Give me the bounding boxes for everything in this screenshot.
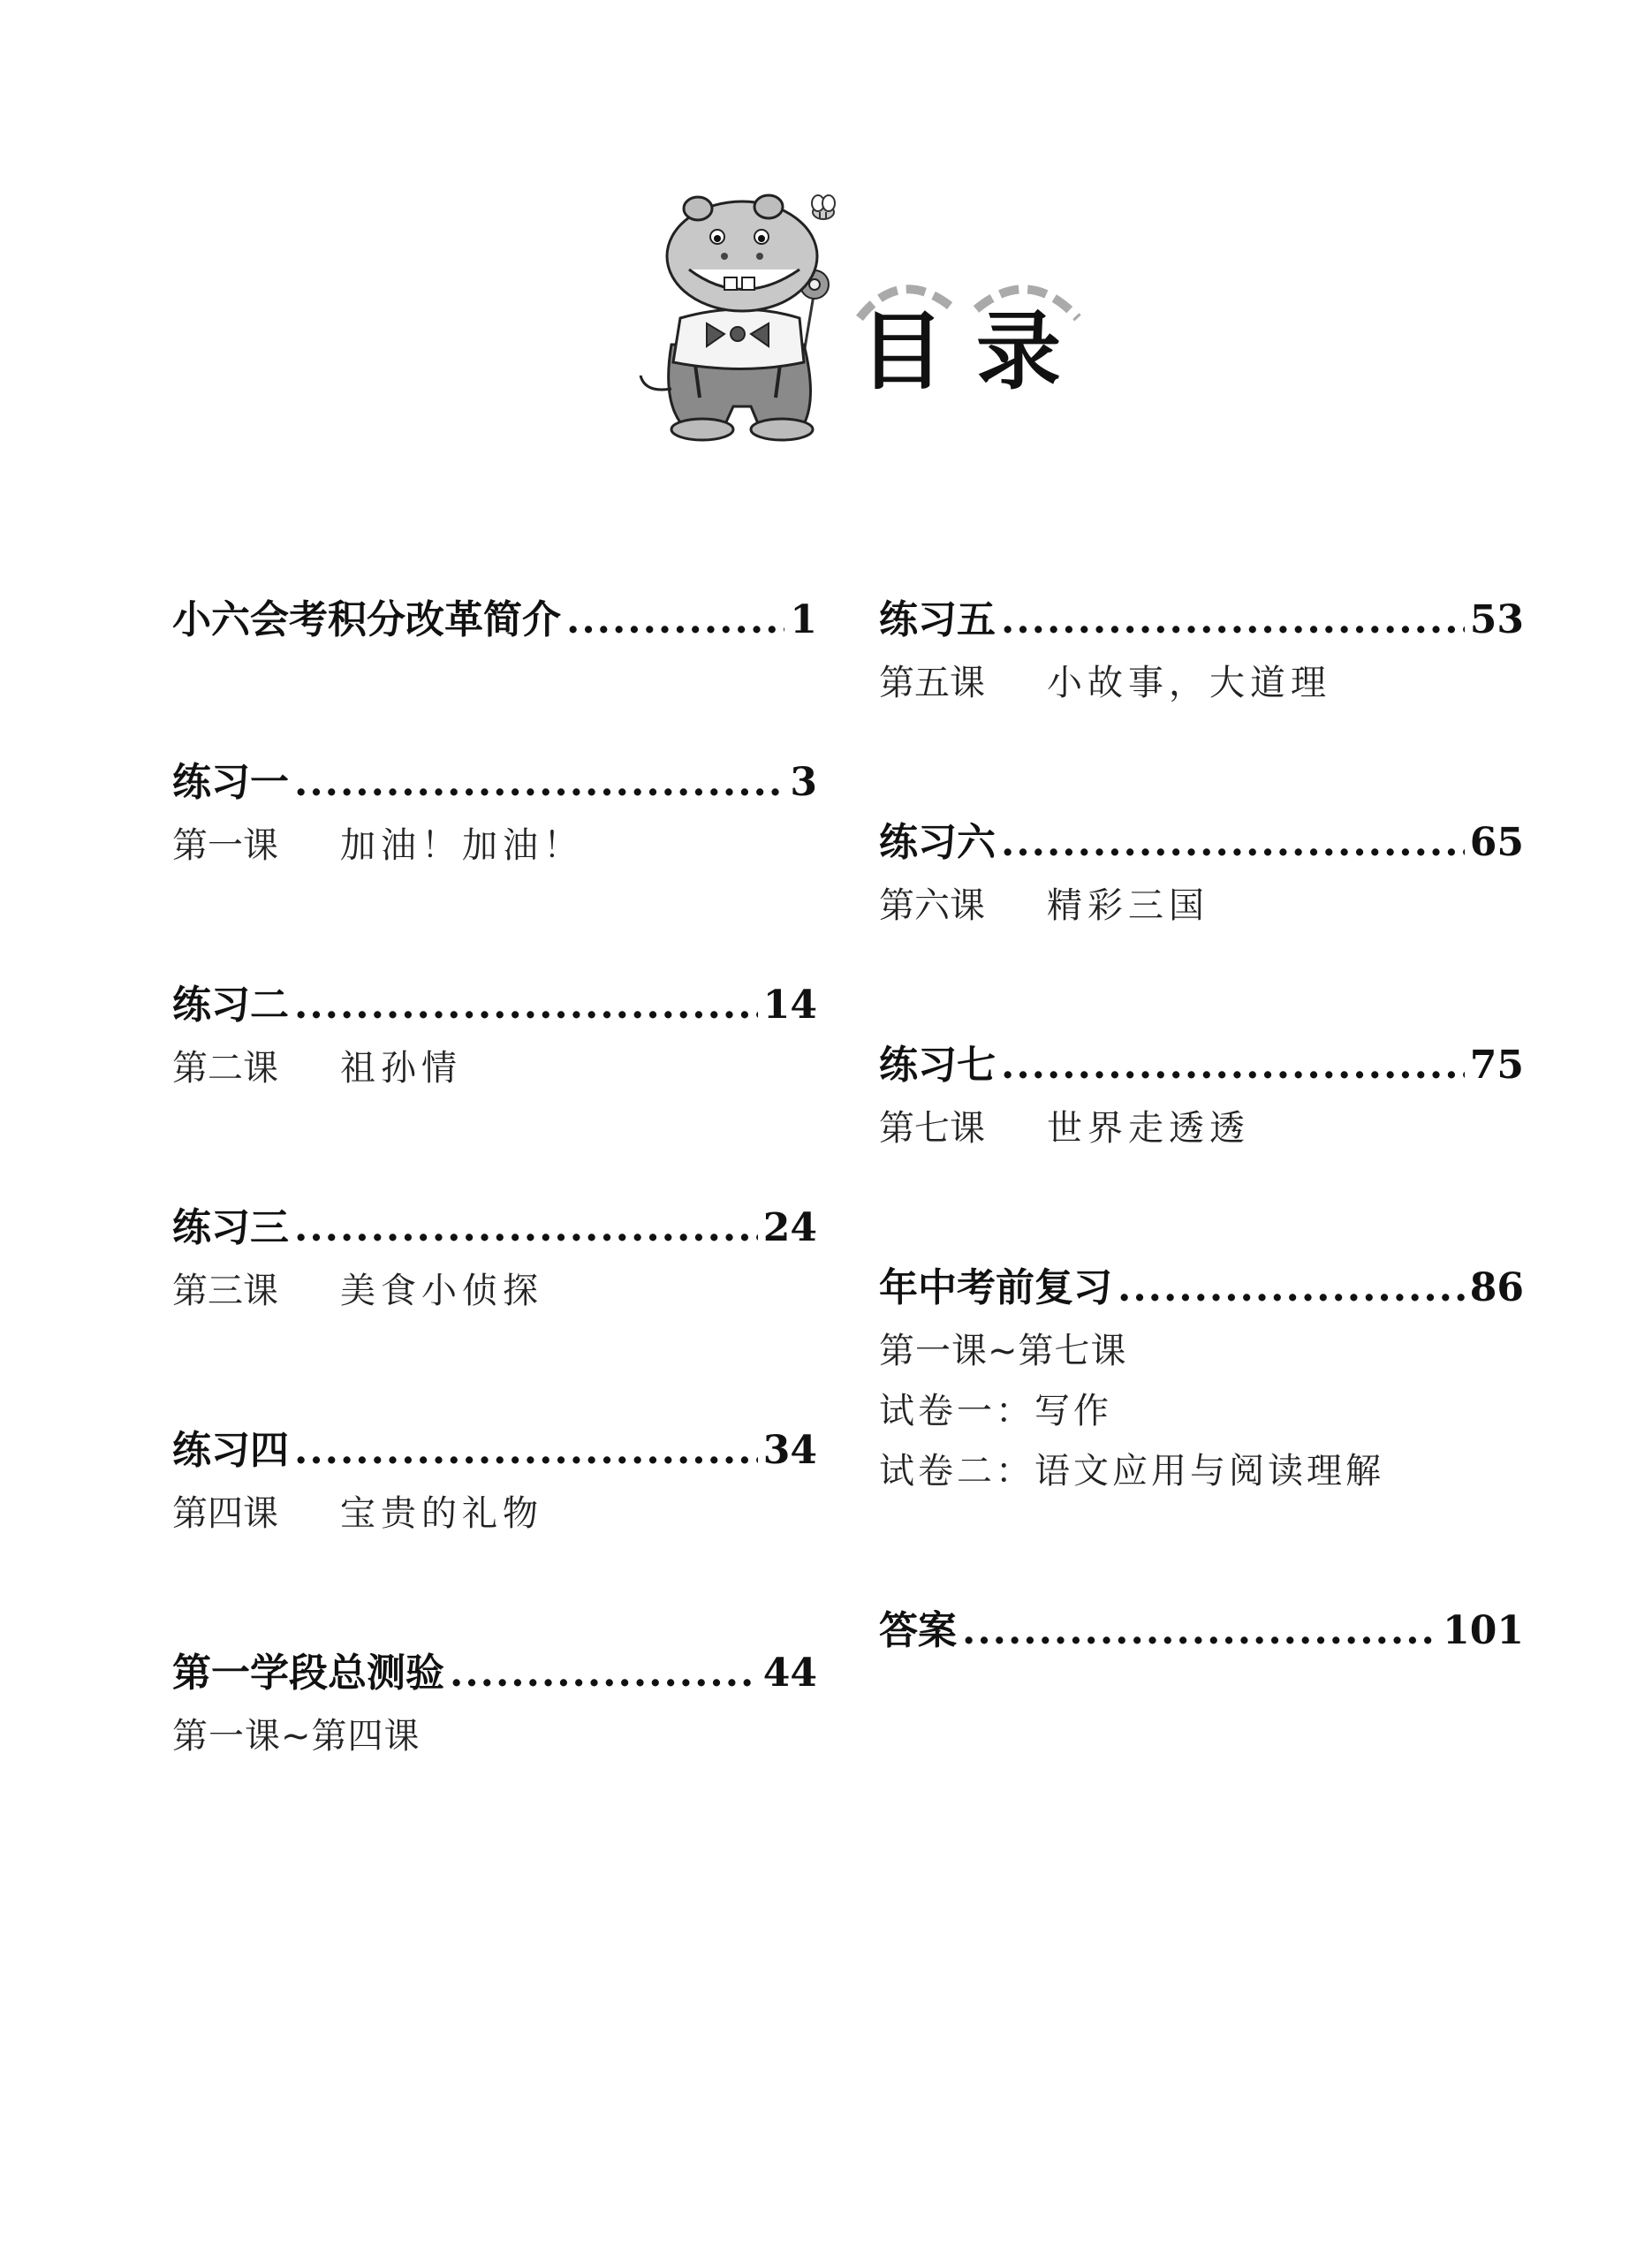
lesson-topic: 美食小侦探 <box>340 1271 543 1311</box>
toc-section <box>172 1418 817 1544</box>
toc-entry-label: 答案 <box>879 1608 957 1653</box>
lesson-topic: 小故事，大道理 <box>1047 663 1331 703</box>
toc-entry[interactable] <box>879 588 1524 653</box>
lesson-number: 第五课 <box>879 663 985 703</box>
toc-entry-page: 101 <box>1443 1608 1524 1653</box>
toc-section <box>879 1256 1524 1501</box>
toc-entry-page: 65 <box>1469 820 1524 865</box>
lesson-topic: 加油！加油！ <box>340 825 584 866</box>
dot-leader <box>294 1428 758 1473</box>
toc-paper: 试卷二：语文应用与阅读理解 <box>879 1451 1384 1492</box>
toc-entry-label: 练习三 <box>172 1205 289 1250</box>
toc-entry[interactable] <box>172 1641 817 1706</box>
lesson-topic: 世界走透透 <box>1047 1108 1250 1149</box>
toc-entry-page: 1 <box>790 597 817 642</box>
lesson-number: 第三课 <box>172 1271 278 1311</box>
toc-lesson-range: 第一课~第四课 <box>172 1716 421 1757</box>
toc-paper: 试卷一：写作 <box>879 1391 1112 1431</box>
toc-entry-label: 小六会考积分改革简介 <box>172 597 561 642</box>
toc-entry-page: 34 <box>762 1428 817 1473</box>
toc-entry[interactable] <box>879 1033 1524 1098</box>
lesson-number: 第七课 <box>879 1108 985 1149</box>
toc-entry-page: 24 <box>762 1205 817 1250</box>
toc-section <box>879 1033 1524 1158</box>
toc-entry-page: 14 <box>762 983 817 1028</box>
toc-section <box>172 588 817 653</box>
toc-entry-label: 练习七 <box>879 1043 996 1088</box>
toc-section <box>172 1196 817 1321</box>
toc-section <box>879 588 1524 713</box>
toc-section <box>172 1641 817 1766</box>
dot-leader <box>962 1608 1437 1653</box>
title-block <box>853 269 1100 437</box>
lesson-number: 第二课 <box>172 1048 278 1089</box>
toc-lesson <box>172 1038 817 1098</box>
toc-entry-label: 练习四 <box>172 1428 289 1473</box>
dot-leader <box>450 1651 758 1696</box>
toc-entry[interactable] <box>172 1418 817 1484</box>
dot-leader <box>1001 820 1465 865</box>
dot-leader <box>1001 597 1465 642</box>
toc-entry-page: 53 <box>1469 597 1524 642</box>
toc-entry-page: 3 <box>790 760 817 805</box>
lesson-number: 第一课 <box>172 825 278 866</box>
toc-lesson <box>172 816 817 876</box>
toc-lesson <box>879 1098 1524 1158</box>
toc-entry-page: 75 <box>1469 1043 1524 1088</box>
toc-lesson-range: 第一课~第七课 <box>879 1331 1127 1371</box>
toc-section <box>172 750 817 876</box>
toc-right-column <box>879 588 1524 1664</box>
toc-entry-label: 年中考前复习 <box>879 1265 1112 1310</box>
toc-entry[interactable] <box>879 1256 1524 1321</box>
dot-leader <box>1118 1265 1465 1310</box>
dot-leader <box>1001 1043 1465 1088</box>
toc-section <box>879 810 1524 936</box>
page-title: 目录 <box>860 302 1093 401</box>
toc-entry-page: 86 <box>1469 1265 1524 1310</box>
lesson-topic: 宝贵的礼物 <box>340 1493 543 1534</box>
toc-entry-label: 练习六 <box>879 820 996 865</box>
bee-icon <box>812 195 835 219</box>
toc-section <box>172 973 817 1098</box>
lesson-topic: 精彩三国 <box>1047 885 1209 926</box>
toc-entry[interactable] <box>879 1598 1524 1664</box>
toc-lesson <box>879 653 1524 713</box>
header <box>618 186 1113 451</box>
toc-lesson <box>879 876 1524 936</box>
toc-entry-label: 练习二 <box>172 983 289 1028</box>
lesson-number: 第四课 <box>172 1493 278 1534</box>
toc-entry-label: 第一学段总测验 <box>172 1651 444 1696</box>
hippo-mascot-icon <box>618 186 866 442</box>
toc-entry[interactable] <box>172 973 817 1038</box>
toc-lesson <box>172 1484 817 1544</box>
toc-entry[interactable] <box>879 810 1524 876</box>
dot-leader <box>566 597 784 642</box>
toc-entry-page: 44 <box>762 1651 817 1696</box>
toc-lesson <box>172 1261 817 1321</box>
lesson-number: 第六课 <box>879 885 985 926</box>
toc-section <box>879 1598 1524 1664</box>
toc-entry[interactable] <box>172 1196 817 1261</box>
dot-leader <box>294 1205 758 1250</box>
toc-entry-label: 练习一 <box>172 760 289 805</box>
dot-leader <box>294 983 758 1028</box>
toc-entry[interactable] <box>172 750 817 816</box>
dot-leader <box>294 760 784 805</box>
toc-left-column <box>172 588 817 1766</box>
toc-entry[interactable] <box>172 588 817 653</box>
lesson-topic: 祖孙情 <box>340 1048 462 1089</box>
toc-entry-label: 练习五 <box>879 597 996 642</box>
